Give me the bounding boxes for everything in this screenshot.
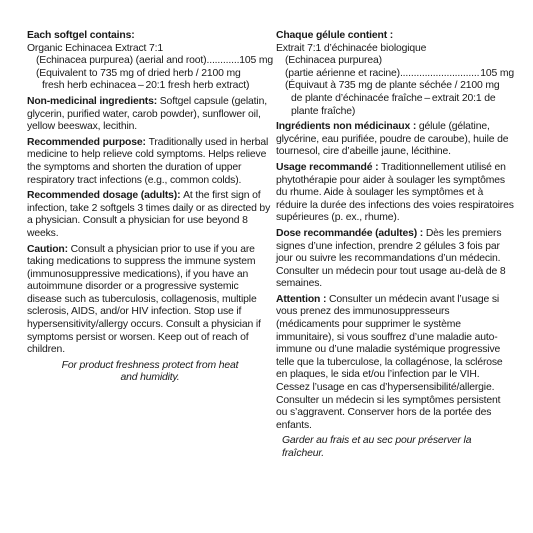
extract-amount-fr: 105 mg [480, 67, 514, 79]
equivalence-line-3-fr: plante fraîche) [291, 105, 356, 117]
purpose-text-fr: Traditionnellement utilisé en phytothérapie pour aider à soulager les symptômes du rhume. Aide à soulager les symptômes et à réduire la durée des infections des voies respiratoires supérieures (p. ex., rhume). [276, 161, 514, 224]
ingredients-section-fr [276, 30, 514, 118]
nonmedicinal-text: Softgel capsule (gelatin, glycerin, purified water, carob powder), sunflower oil, yellow beeswax, lecithin. [27, 95, 267, 133]
extract-amount-row-fr [276, 68, 514, 81]
purpose-text: Traditionally used in herbal medicine to help relieve cold symptoms. Helps relieve the symptoms and shorten the duration of upper respiratory tract infections (e.g., common colds). [27, 136, 269, 186]
nonmedicinal-section [27, 96, 273, 134]
purpose-heading-fr: Usage recommandé : [276, 161, 382, 173]
caution-heading-fr: Attention : [276, 293, 330, 305]
dosage-section-fr [276, 228, 514, 291]
caution-heading: Caution: [27, 243, 71, 255]
equivalence-line-1-fr: (Équivaut à 735 mg de plante séchée / 2100 mg [285, 80, 500, 92]
extract-parts-fr: (partie aérienne et racine) [285, 67, 400, 79]
dot-leader [400, 68, 480, 81]
caution-section-fr [276, 294, 514, 433]
extract-amount-row [27, 55, 273, 68]
extract-parts: (Echinacea purpurea) (aerial and root) [36, 55, 207, 67]
french-panel [276, 30, 514, 461]
nonmedicinal-heading: Non-medicinal ingredients: [27, 95, 160, 107]
extract-name: Organic Echinacea Extract 7:1 [27, 42, 163, 54]
equivalence-line-1: (Equivalent to 735 mg of dried herb / 2100 mg [36, 67, 241, 79]
extract-name-fr: Extrait 7:1 d’échinacée biologique [276, 42, 427, 54]
nonmedicinal-section-fr [276, 121, 514, 159]
storage-note: For product freshness protect from heat and humidity. [61, 359, 239, 384]
dosage-text-fr: Dès les premiers signes d’une infection, prendre 2 gélules 3 fois par jour ou suivre les recommandations d’un médecin. Consulter un médecin pour tout usage au-delà de 8 semaines. [276, 227, 506, 290]
extract-species-fr: (Echinacea purpurea) [285, 55, 382, 67]
equivalence-line-2: fresh herb echinacea – 20:1 fresh herb extract) [42, 80, 250, 92]
equivalence-line-2-fr: de plante d’échinacée fraîche – extrait 20:1 de [291, 92, 496, 104]
dosage-text: At the first sign of infection, take 2 softgels 3 times daily or as directed by a physician. Consult a physician for use beyond 8 weeks. [27, 190, 271, 239]
caution-text-fr: Consulter un médecin avant l’usage si vous prenez des immunosuppresseurs (médicaments pour supprimer le système immunitaire), si vous souffrez d’une maladie auto-immune ou d’une maladie systémique progressive telle que la tuberculose, la collagénose, la sclérose en plaques, le sida et/ou l’infection par le VIH. Cessez l’usage en cas d’hypersensibilité/allergie. Consulter un médecin si les symptômes persistent ou s’aggravent. Conserver hors de la portée des enfants. [276, 293, 503, 431]
contents-heading-fr: Chaque gélule contient : [276, 30, 394, 41]
caution-text: Consult a physician prior to use if you are taking medications to suppress the immune system (immunosuppressive medications), if you have an autoimmune disorder or a progressive systemic disease such as tuberculosis, collagenosis, multiple sclerosis, AIDS, and/or HIV infection. Stop use if hypersensitivity/allergy occurs. Consult a physician if symptoms persist or worsen. Keep out of reach of children. [27, 243, 261, 356]
purpose-section-fr [276, 162, 514, 225]
storage-note-fr: Garder au frais et au sec pour préserver la fraîcheur. [282, 435, 472, 459]
nonmedicinal-text-fr: gélule (gélatine, glycérine, eau purifiée, poudre de caroube), huile de tournesol, cire d’abeille jaune, lécithine. [276, 121, 509, 158]
dosage-heading-fr: Dose recommandée (adultes) : [276, 227, 426, 239]
nonmedicinal-heading-fr: Ingrédients non médicinaux : [276, 121, 419, 133]
dosage-heading: Recommended dosage (adults): [27, 190, 184, 202]
dosage-section [27, 190, 273, 240]
extract-amount: 105 mg [239, 55, 273, 67]
contents-heading: Each softgel contains: [27, 30, 135, 41]
english-panel [27, 30, 273, 385]
ingredients-section [27, 30, 273, 93]
caution-section [27, 244, 273, 357]
purpose-heading: Recommended purpose: [27, 136, 149, 148]
dot-leader [206, 55, 239, 68]
purpose-section [27, 137, 273, 187]
